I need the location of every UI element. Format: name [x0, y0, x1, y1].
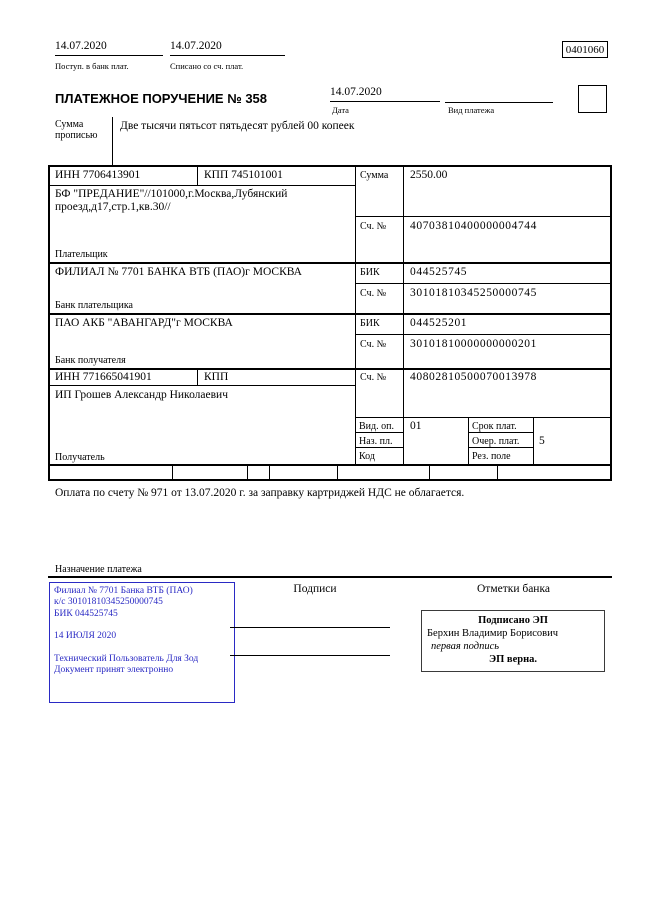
grid-line: [247, 464, 248, 479]
payer-section-label: Плательщик: [55, 249, 108, 260]
payment-type-code-box: [578, 85, 607, 113]
grid-line: [468, 432, 533, 433]
received-in-bank-date: 14.07.2020: [55, 40, 163, 56]
payer-inn: ИНН 7706413901: [55, 169, 141, 181]
grid-line: [48, 479, 612, 481]
grid-line: [497, 464, 498, 479]
esign-verified: ЭП верна.: [488, 654, 537, 666]
grid-line: [355, 283, 612, 284]
grid-line: [468, 447, 533, 448]
op-type-value: 01: [410, 420, 422, 432]
grid-line: [197, 165, 198, 185]
grid-line: [197, 368, 198, 385]
payee-bank-bik-value: 044525201: [410, 317, 468, 329]
grid-line: [172, 464, 173, 479]
grid-line: [355, 334, 612, 335]
payer-account-label: Сч. №: [360, 221, 387, 232]
stamp-date: 14 ИЮЛЯ 2020: [54, 631, 117, 642]
payee-inn: ИНН 771665041901: [55, 371, 152, 383]
grid-line: [48, 313, 612, 315]
priority-value: 5: [539, 435, 545, 447]
payee-bank-name: ПАО АКБ "АВАНГАРД"г МОСКВА: [55, 317, 233, 329]
esign-signer-name: Берхин Владимир Борисович: [427, 628, 558, 640]
grid-line: [112, 117, 113, 165]
esign-title: Подписано ЭП: [478, 615, 548, 626]
signatures-header: Подписи: [293, 583, 337, 595]
payee-bank-section-label: Банк получателя: [55, 355, 126, 366]
signature-line: [230, 627, 390, 628]
grid-line: [468, 417, 469, 464]
payment-purpose-text: Оплата по счету № 971 от 13.07.2020 г. за заправку картриджей НДС не облагается.: [55, 487, 465, 499]
footer-separator-line: [48, 576, 612, 578]
document-date: 14.07.2020: [330, 86, 440, 102]
document-title: ПЛАТЕЖНОЕ ПОРУЧЕНИЕ № 358: [55, 91, 268, 106]
grid-line: [48, 185, 355, 186]
payer-account-value: 40703810400000004744: [410, 220, 537, 232]
debited-from-account-date: 14.07.2020: [170, 40, 285, 56]
stamp-corr-account: к/с 30101810345250000745: [54, 597, 163, 608]
amount-words-value: Две тысячи пятьсот пятьдесят рублей 00 копеек: [120, 120, 355, 132]
grid-line: [269, 464, 270, 479]
grid-line: [48, 262, 612, 264]
stamp-bank-name: Филиал № 7701 Банка ВТБ (ПАО): [54, 586, 193, 596]
grid-line: [48, 368, 612, 370]
code-label: Код: [359, 451, 375, 462]
payer-bank-bik-label: БИК: [360, 267, 380, 278]
payer-bank-name: ФИЛИАЛ № 7701 БАНКА ВТБ (ПАО)г МОСКВА: [55, 266, 302, 278]
payer-bank-account-value: 30101810345250000745: [410, 287, 537, 299]
amount-words-label: Сумма прописью: [55, 119, 98, 141]
esign-role: первая подпись: [431, 641, 500, 653]
payee-section-label: Получатель: [55, 452, 105, 463]
payee-bank-bik-label: БИК: [360, 318, 380, 329]
amount-cell-label: Сумма: [360, 170, 389, 181]
payee-account-label: Сч. №: [360, 372, 387, 383]
amount-cell-value: 2550.00: [410, 169, 448, 181]
debited-from-account-label: Списано со сч. плат.: [170, 61, 244, 71]
payer-bank-section-label: Банк плательщика: [55, 300, 133, 311]
payer-bank-bik-value: 044525745: [410, 266, 468, 278]
stamp-spacer: [54, 643, 230, 654]
purpose-code-label: Наз. пл.: [359, 436, 393, 447]
pay-term-label: Срок плат.: [472, 421, 517, 432]
stamp-accepted: Документ принят электронно: [54, 664, 174, 675]
payment-type-label: Вид платежа: [448, 105, 495, 115]
grid-line: [429, 464, 430, 479]
payee-account-value: 40802810500070013978: [410, 371, 537, 383]
priority-label: Очер. плат.: [472, 436, 520, 447]
payment-purpose-label: Назначение платежа: [55, 564, 142, 575]
payer-bank-account-label: Сч. №: [360, 288, 387, 299]
grid-line: [48, 165, 612, 167]
payer-kpp: КПП 745101001: [204, 169, 283, 181]
stamp-operator: Технический Пользователь Для Зод: [54, 653, 199, 664]
grid-line: [610, 165, 612, 481]
signature-line: [230, 655, 390, 656]
payee-kpp-label: КПП: [204, 371, 229, 383]
payment-type-blank-line: [445, 102, 553, 103]
payee-name: ИП Грошев Александр Николаевич: [55, 389, 228, 401]
esign-stamp-box: [421, 610, 605, 672]
stamp-spacer: [54, 620, 230, 631]
grid-line: [48, 464, 612, 466]
bank-marks-header: Отметки банка: [477, 583, 550, 595]
document-date-label: Дата: [332, 105, 349, 115]
reserve-field-label: Рез. поле: [472, 451, 511, 462]
grid-line: [355, 447, 403, 448]
form-code-box: 0401060: [562, 41, 608, 58]
grid-line: [355, 417, 612, 418]
payee-bank-account-label: Сч. №: [360, 339, 387, 350]
grid-line: [355, 432, 403, 433]
op-type-label: Вид. оп.: [359, 421, 394, 432]
grid-line: [355, 216, 612, 217]
grid-line: [533, 417, 534, 464]
grid-line: [337, 464, 338, 479]
bank-stamp-box: [49, 582, 235, 703]
grid-line: [48, 385, 355, 386]
grid-line: [48, 165, 50, 481]
received-in-bank-label: Поступ. в банк плат.: [55, 61, 129, 71]
stamp-bik: БИК 044525745: [54, 608, 118, 619]
payer-name: БФ "ПРЕДАНИЕ"//101000,г.Москва,Лубянский проезд,д17,стр.1,кв.30//: [55, 188, 288, 214]
payee-bank-account-value: 30101810000000000201: [410, 338, 537, 350]
